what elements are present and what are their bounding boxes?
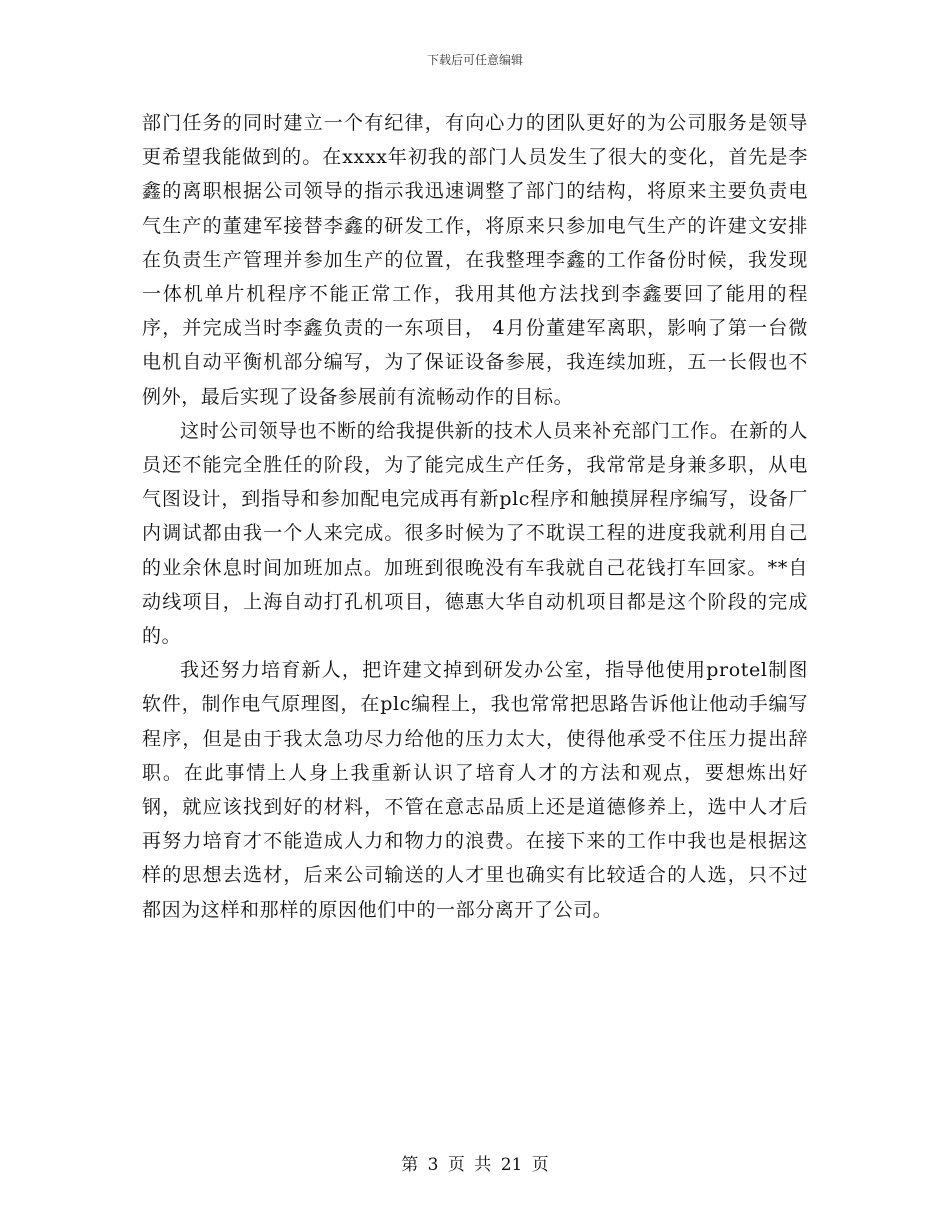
page-header: 下载后可任意编辑 xyxy=(426,53,523,67)
paragraph-1: 部门任务的同时建立一个有纪律，有向心力的团队更好的为公司服务是领导更希望我能做到的。在xxxx年初我的部门人员发生了很大的变化，首先是李鑫的离职根据公司领导的指示我迅速调整了部门的结构，将原来主要负责电气生产的董建军接替李鑫的研发工作，将原来只参加电气生产的许建文安排在负责生产管理并参加生产的位置，在我整理李鑫的工作备份时候，我发现一体机单片机程序不能正常工作，我用其他方法找到李鑫要回了能用的程序，并完成当时李鑫负责的一东项目， 4月份董建军离职，影响了第一台微电机自动平衡机部分编写，为了保证设备参展，我连续加班，五一长假也不例外，最后实现了设备参展前有流畅动作的目标。 xyxy=(142,112,808,408)
page-number-footer: 第 3 页 共 21 页 xyxy=(401,1155,549,1175)
document-body xyxy=(142,106,808,927)
paragraph-2: 这时公司领导也不断的给我提供新的技术人员来补充部门工作。在新的人员还不能完全胜任的阶段，为了能完成生产任务，我常常是身兼多职，从电气图设计，到指导和参加配电完成再有新plc程序和触摸屏程序编写，设备厂内调试都由我一个人来完成。很多时候为了不耽误工程的进度我就利用自己的业余休息时间加班加点。加班到很晚没有车我就自己花钱打车回家。**自动线项目，上海自动打孔机项目，德惠大华自动机项目都是这个阶段的完成的。 xyxy=(142,419,808,648)
paragraph-3: 我还努力培育新人，把许建文掉到研发办公室，指导他使用protel制图软件，制作电气原理图，在plc编程上，我也常常把思路告诉他让他动手编写程序，但是由于我太急功尽力给他的压力太大，使得他承受不住压力提出辞职。在此事情上人身上我重新认识了培育人才的方法和观点，要想炼出好钢，就应该找到好的材料，不管在意志品质上还是道德修养上，选中人才后再努力培育才不能造成人力和物力的浪费。在接下来的工作中我也是根据这样的思想去选材，后来公司输送的人才里也确实有比较适合的人选，只不过都因为这样和那样的原因他们中的一部分离开了公司。 xyxy=(142,659,808,921)
